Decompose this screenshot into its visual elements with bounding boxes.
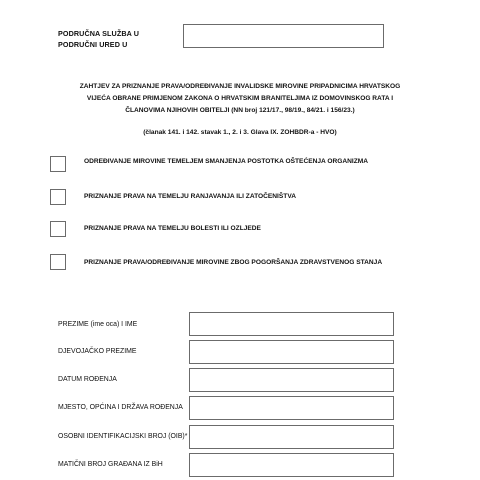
field-label-oib: OSOBNI IDENTIFIKACIJSKI BROJ (OIB)* — [58, 433, 188, 440]
office-input[interactable] — [183, 24, 384, 48]
field-label-birth-place: MJESTO, OPĆINA I DRŽAVA ROĐENJA — [58, 404, 183, 411]
field-input-maiden-name[interactable] — [189, 340, 394, 364]
form-title-line3: ČLANOVIMA NJIHOVIH OBITELJI (NN broj 121/17., 98/19., 84/21. i 156/23.) — [125, 107, 355, 114]
field-label-maiden-name: DJEVOJAČKO PREZIME — [58, 348, 137, 355]
form-subtitle: (članak 141. i 142. stavak 1., 2. i 3. Glava IX. ZOHBDR-a - HVO) — [143, 129, 337, 136]
option-label-4: PRIZNANJE PRAVA/ODREĐIVANJE MIROVINE ZBOG POGORŠANJA ZDRAVSTVENOG STANJA — [84, 259, 383, 266]
office-label-line1: PODRUČNA SLUŽBA U — [58, 29, 140, 38]
option-checkbox-1[interactable] — [50, 156, 66, 172]
office-label — [58, 28, 139, 50]
option-label-1: ODREĐIVANJE MIROVINE TEMELJEM SMANJENJA POSTOTKA OŠTEĆENJA ORGANIZMA — [84, 158, 369, 165]
field-input-birth-date[interactable] — [189, 368, 394, 392]
form-title-line2: VIJEĆA OBRANE PRIMJENOM ZAKONA O HRVATSKIM BRANITELJIMA IZ DOMOVINSKOG RATA I — [86, 95, 394, 102]
option-checkbox-2[interactable] — [50, 189, 66, 205]
field-input-jmbg[interactable] — [189, 453, 394, 477]
option-checkbox-3[interactable] — [50, 221, 66, 237]
option-label-3: PRIZNANJE PRAVA NA TEMELJU BOLESTI ILI OZLJEDE — [84, 225, 261, 232]
form-title — [20, 81, 460, 117]
field-label-name: PREZIME (ime oca) I IME — [58, 321, 138, 328]
field-label-birth-date: DATUM ROĐENJA — [58, 376, 117, 383]
option-label-2: PRIZNANJE PRAVA NA TEMELJU RANJAVANJA ILI ZATOČENIŠTVA — [84, 193, 296, 200]
form-title-line1: ZAHTJEV ZA PRIZNANJE PRAVA/ODREĐIVANJE INVALIDSKE MIROVINE PRIPADNICIMA HRVATSKOG — [79, 83, 401, 90]
field-label-jmbg: MATIČNI BROJ GRAĐANA IZ BiH — [58, 461, 163, 468]
field-input-oib[interactable] — [189, 425, 394, 449]
field-input-name[interactable] — [189, 312, 394, 336]
field-input-birth-place[interactable] — [189, 396, 394, 420]
office-label-line2: PODRUČNI URED U — [58, 40, 128, 49]
option-checkbox-4[interactable] — [50, 254, 66, 270]
